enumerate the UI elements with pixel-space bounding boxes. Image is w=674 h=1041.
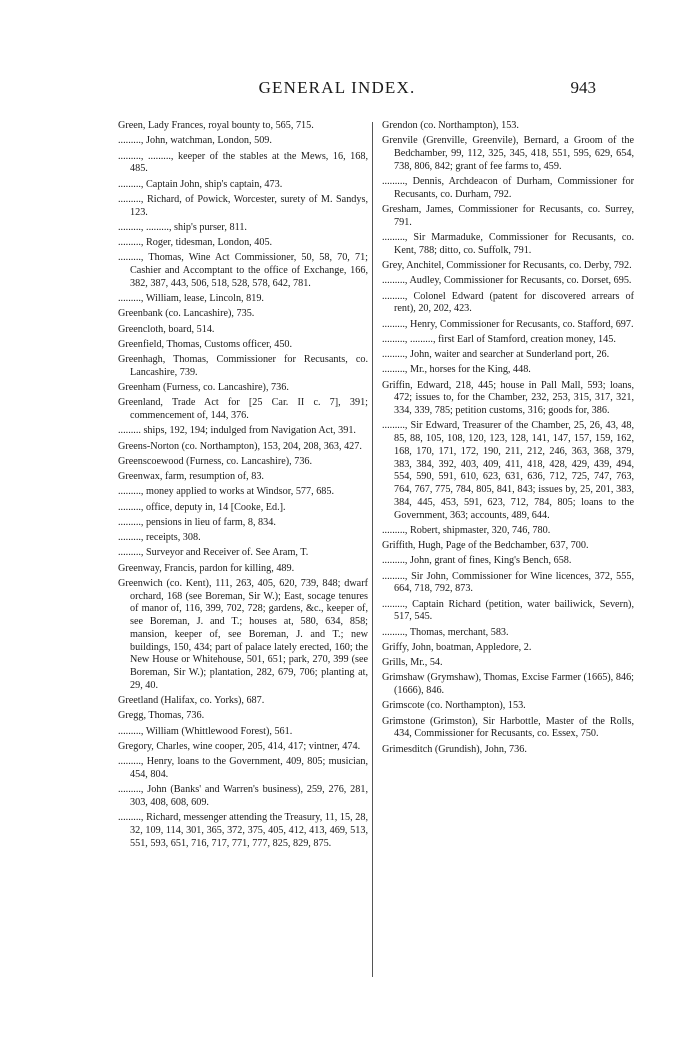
index-entry: ........., receipts, 308. [118, 532, 201, 543]
index-entry: Green, Lady Frances, royal bounty to, 565, 715. [118, 120, 314, 131]
index-entry: ........., Colonel Edward (patent for discovered arrears of rent), 20, 202, 423. [382, 290, 634, 315]
index-entry: ........., ........., ship's purser, 811. [118, 221, 247, 233]
index-entry: ........., Surveyor and Receiver of. See Aram, T. [118, 547, 309, 559]
page-title: GENERAL INDEX. [258, 78, 416, 97]
column-divider [372, 122, 373, 977]
right-column [382, 120, 634, 759]
index-entry: ........., Richard, messenger attending the Treasury, 11, 15, 28, 32, 109, 114, 301, 365, 372, 375, 405, 412, 413, 469, 513, 551, 593, 651, 716, 717, 771, 777, 825, 829, 875. [118, 812, 368, 849]
index-entry: Grills, Mr., 54. [382, 657, 443, 668]
index-entry: ........., John, watchman, London, 509. [118, 135, 272, 147]
left-column [118, 120, 368, 853]
index-entry: Greenhagh, Thomas, Commissioner for Recusants, co. Lancashire, 739. [118, 354, 368, 378]
index-entry: ........., Henry, Commissioner for Recusants, co. Stafford, 697. [382, 318, 634, 330]
index-entry: ......... ships, 192, 194; indulged from Navigation Act, 391. [118, 425, 356, 437]
index-entry: Grendon (co. Northampton), 153. [382, 120, 519, 131]
index-entry: ........., Captain Richard (petition, water bailiwick, Severn), 517, 545. [382, 598, 634, 623]
index-entry: ........., Mr., horses for the King, 448. [382, 364, 531, 376]
index-entry: ........., Audley, Commissioner for Recusants, co. Dorset, 695. [382, 275, 632, 287]
index-entry: ........., William (Whittlewood Forest), 561. [118, 725, 293, 737]
index-entry: ........., Roger, tidesman, London, 405. [118, 237, 273, 248]
index-entry: Griffith, Hugh, Page of the Bedchamber, 637, 700. [382, 540, 589, 551]
index-entry: ........., Sir Marmaduke, Commissioner for Recusants, co. Kent, 788; ditto, co. Suffolk, 791. [382, 232, 634, 256]
index-entry: ........., pensions in lieu of farm, 8, 834. [118, 516, 276, 528]
index-entry: ........., Henry, loans to the Government, 409, 805; musician, 454, 804. [118, 756, 368, 780]
index-entry: Gresham, James, Commissioner for Recusants, co. Surrey, 791. [382, 204, 634, 228]
index-entry: Gregg, Thomas, 736. [118, 710, 205, 722]
index-entry: ........., Captain John, ship's captain, 473. [118, 178, 283, 190]
running-header [0, 78, 674, 102]
index-entry: Griffy, John, boatman, Appledore, 2. [382, 641, 532, 653]
index-entry: Grimstone (Grimston), Sir Harbottle, Master of the Rolls, 434, Commissioner for Recusants, co. Essex, 750. [382, 715, 634, 740]
index-entry: Greenland, Trade Act for [25 Car. II c. 7], 391; commencement of, 144, 376. [118, 397, 368, 421]
index-entry: Greetland (Halifax, co. Yorks), 687. [118, 695, 265, 706]
page-number: 943 [570, 78, 596, 97]
index-entry: ........., Richard, of Powick, Worcester, surety of M. Sandys, 123. [118, 193, 368, 218]
index-entry: Greens-Norton (co. Northampton), 153, 204, 208, 363, 427. [118, 440, 362, 452]
index-entry: ........., Sir Edward, Treasurer of the Chamber, 25, 26, 43, 48, 85, 88, 105, 108, 120, 123, 128, 141, 147, 157, 159, 162, 168, 170, 171, 172, 190, 211, 212, 246, 363, 368, 379, 383, 384, 392, 403, 409, 411, 418, 428, 429, 439, 494, 554, 590, 591, 610, 623, 631, 636, 712, 725, 747, 763, 764, 767, 775, 784, 805, 841, 843; issues by, 25, 201, 383, 384, 445, 453, 591, 623, 712, 784, 805; loans to the Government, 363; accounts, 489, 644. [382, 420, 634, 521]
index-entry: Gregory, Charles, wine cooper, 205, 414, 417; vintner, 474. [118, 740, 361, 752]
index-entry: Greenwich (co. Kent), 111, 263, 405, 620, 739, 848; dwarf orchard, 168 (see Boreman, Sir W.); East, socage tenures of manor of, 116, 399, 702, 728; gardens, &c., keeper of, see Boreman, J. and T.; houses at, 580, 634, 858; mansion, keeper of, see Boreman, J. and T.; new buildings, 150, 434; part of palace lately erected, 160; the New House or Whitehouse, 501, 651; park, 270, 399 (see Boreman, Sir W.); plantation, 282, 679, 706; planting at, 29, 40. [118, 577, 368, 691]
index-entry: Grenvile (Grenville, Greenvile), Bernard, a Groom of the Bedchamber, 99, 112, 325, 345, 418, 551, 595, 629, 654, 738, 806, 842; grant of fee farms to, 459. [382, 135, 634, 172]
index-entry: ........., ........., first Earl of Stamford, creation money, 145. [382, 333, 616, 345]
index-entry: ........., Robert, shipmaster, 320, 746, 780. [382, 524, 551, 536]
index-entry: ........., Thomas, merchant, 583. [382, 626, 509, 638]
index-entry: Greenham (Furness, co. Lancashire), 736. [118, 382, 289, 393]
index-entry: Greenbank (co. Lancashire), 735. [118, 308, 255, 320]
index-entry: Griffin, Edward, 218, 445; house in Pall Mall, 593; loans, 472; issues to, for the Chamber, 232, 253, 315, 317, 321, 334, 339, 785; petition customs, 316; goods for, 386. [382, 379, 634, 416]
index-entry: Grimshaw (Grymshaw), Thomas, Excise Farmer (1665), 846; (1666), 846. [382, 672, 634, 696]
index-entry: ........., ........., keeper of the stables at the Mews, 16, 168, 485. [118, 150, 368, 175]
index-entry: ........., William, lease, Lincoln, 819. [118, 293, 264, 304]
index-entry: Grimscote (co. Northampton), 153. [382, 700, 526, 712]
index-entry: Greenfield, Thomas, Customs officer, 450. [118, 338, 293, 350]
index-entry: ........., money applied to works at Windsor, 577, 685. [118, 486, 335, 498]
index-entry: Grimesditch (Grundish), John, 736. [382, 743, 527, 755]
index-entry: Greenwax, farm, resumption of, 83. [118, 471, 264, 482]
index-entry: ........., John (Banks' and Warren's business), 259, 276, 281, 303, 408, 608, 609. [118, 784, 368, 808]
index-entry: ........., office, deputy in, 14 [Cooke, Ed.]. [118, 501, 286, 513]
index-entry: Grey, Anchitel, Commissioner for Recusants, co. Derby, 792. [382, 260, 632, 271]
index-entry: ........., Dennis, Archdeacon of Durham, Commissioner for Recusants, co. Durham, 792. [382, 176, 634, 200]
index-entry: ........., Thomas, Wine Act Commissioner, 50, 58, 70, 71; Cashier and Accomptant to the office of Exchange, 166, 382, 387, 443, 506, 518, 528, 578, 642, 781. [118, 252, 368, 289]
index-entry: Greencloth, board, 514. [118, 323, 215, 335]
index-entry: Greenway, Francis, pardon for killing, 489. [118, 562, 295, 574]
index-entry: ........., John, grant of fines, King's Bench, 658. [382, 555, 572, 567]
index-entry: ........., John, waiter and searcher at Sunderland port, 26. [382, 349, 610, 360]
index-entry: Greenscoewood (Furness, co. Lancashire), 736. [118, 455, 313, 467]
index-entry: ........., Sir John, Commissioner for Wine licences, 372, 555, 664, 718, 792, 873. [382, 570, 634, 595]
